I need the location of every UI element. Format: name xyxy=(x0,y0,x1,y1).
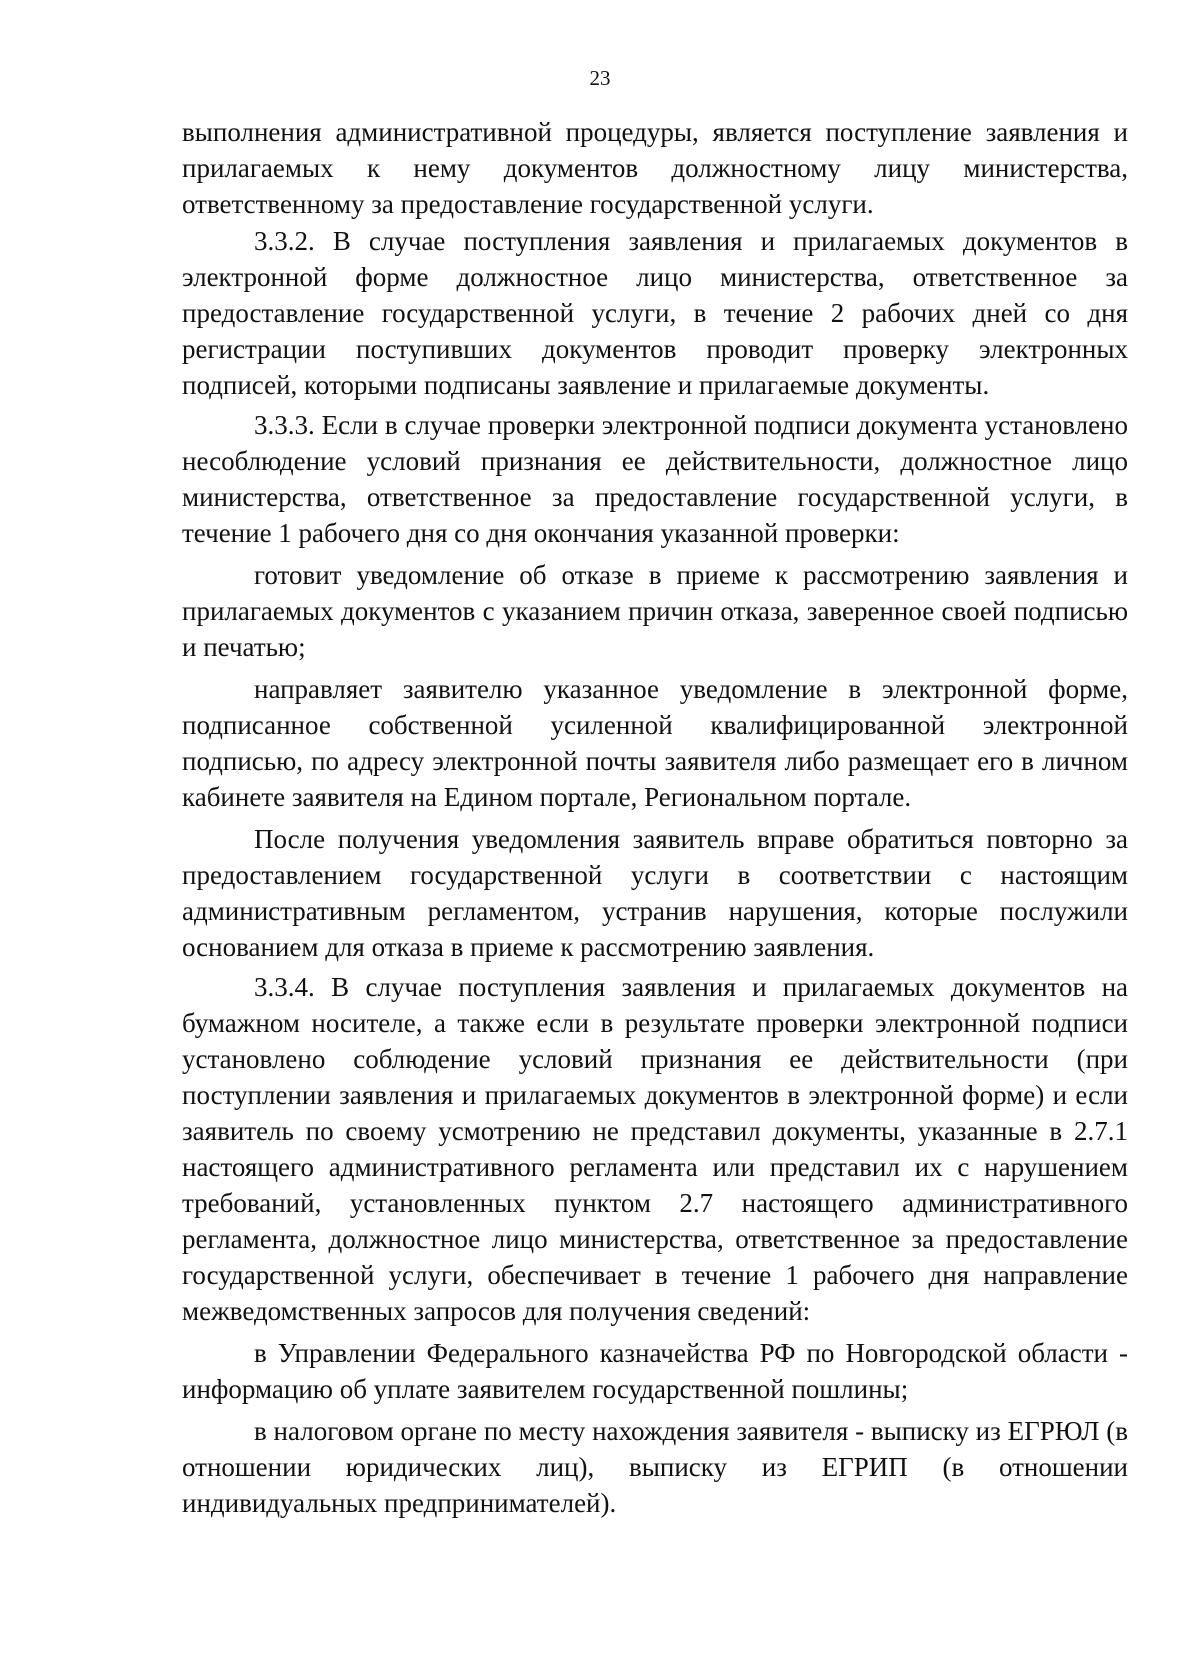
paragraph-repeat-application: После получения уведомления заявитель вправе обратиться повторно за предоставлением государственной услуги в соответствии с настоящим административным регламентом, устранив нарушения, которые послужили основанием для отказа в приеме к рассмотрению заявления. xyxy=(182,824,1128,962)
page-number: 23 xyxy=(589,66,611,90)
document-body xyxy=(182,114,1128,1521)
paragraph-3-3-4: 3.3.4. В случае поступления заявления и прилагаемых документов на бумажном носителе, а также если в результате проверки электронной подписи установлено соблюдение условий признания ее действительности (при поступлении заявления и прилагаемых документов в электронной форме) и если заявитель по своему усмотрению не представил документы, указанные в 2.7.1 настоящего административного регламента или представил их с нарушением требований, установленных пунктом 2.7 настоящего административного регламента, должностное лицо министерства, ответственное за предоставление государственной услуги, обеспечивает в течение 1 рабочего дня направление межведомственных запросов для получения сведений: xyxy=(182,972,1128,1326)
paragraph-tax-request: в налоговом органе по месту нахождения заявителя - выписку из ЕГРЮЛ (в отношении юридических лиц), выписку из ЕГРИП (в отношении индивидуальных предпринимателей). xyxy=(182,1416,1128,1518)
paragraph-3-3-3: 3.3.3. Если в случае проверки электронной подписи документа установлено несоблюдение условий признания ее действительности, должностное лицо министерства, ответственное за предоставление государственной услуги, в течение 1 рабочего дня со дня окончания указанной проверки: xyxy=(182,410,1128,548)
paragraph-continuation: выполнения административной процедуры, является поступление заявления и прилагаемых к нему документов должностному лицу министерства, ответственному за предоставление государственной услуги. xyxy=(182,117,1128,219)
paragraph-3-3-2: 3.3.2. В случае поступления заявления и прилагаемых документов в электронной форме должностное лицо министерства, ответственное за предоставление государственной услуги, в течение 2 рабочих дней со дня регистрации поступивших документов проводит проверку электронных подписей, которыми подписаны заявление и прилагаемые документы. xyxy=(182,226,1128,400)
paragraph-notice-sending: направляет заявителю указанное уведомление в электронной форме, подписанное собственной усиленной квалифицированной электронной подписью, по адресу электронной почты заявителя либо размещает его в личном кабинете заявителя на Едином портале, Региональном портале. xyxy=(182,674,1128,812)
paragraph-notice-preparation: готовит уведомление об отказе в приеме к рассмотрению заявления и прилагаемых документов с указанием причин отказа, заверенное своей подписью и печатью; xyxy=(182,560,1128,662)
paragraph-treasury-request: в Управлении Федерального казначейства РФ по Новгородской области - информацию об уплате заявителем государственной пошлины; xyxy=(182,1338,1128,1404)
